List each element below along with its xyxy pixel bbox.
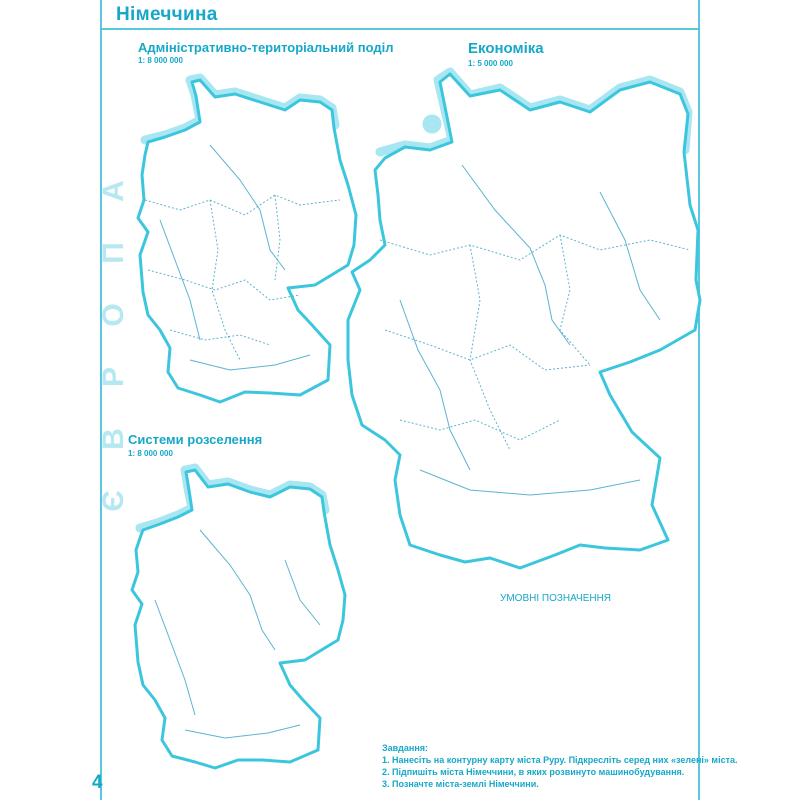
settlement-outline: [132, 470, 345, 768]
page-number: 4: [92, 772, 103, 793]
tasks-block: [382, 742, 738, 790]
side-letter: Р: [97, 367, 130, 388]
tasks-heading: Завдання:: [382, 743, 429, 753]
legend-title: УМОВНІ ПОЗНАЧЕННЯ: [500, 593, 612, 604]
settlement-map-scale: 1: 8 000 000: [128, 449, 173, 458]
page-title: Німеччина: [116, 4, 218, 25]
economy-map-title: Економіка: [468, 40, 544, 57]
admin-map: [138, 78, 356, 402]
economy-map-scale: 1: 5 000 000: [468, 59, 513, 68]
task-item: 2. Підпишіть міста Німеччини, в яких розвинуто машинобудування.: [382, 767, 685, 777]
side-letter: А: [97, 180, 130, 202]
task-item: 3. Позначте міста-землі Німеччини.: [382, 779, 539, 789]
settlement-map-title: Системи розселення: [128, 432, 263, 447]
side-letter: В: [97, 428, 130, 450]
side-letter: О: [97, 303, 130, 327]
economy-outline: [348, 74, 700, 568]
side-letter: П: [97, 242, 130, 264]
side-letter: Є: [97, 490, 130, 512]
admin-map-scale: 1: 8 000 000: [138, 56, 183, 65]
admin-map-title: Адміністративно-територіальний поділ: [138, 40, 394, 55]
settlement-map: [132, 468, 345, 768]
task-item: 1. Нанесіть на контурну карту міста Руру. Підкресліть серед них «зелені» міста.: [382, 755, 738, 765]
economy-map: [348, 72, 700, 568]
economy-island: [427, 119, 437, 129]
